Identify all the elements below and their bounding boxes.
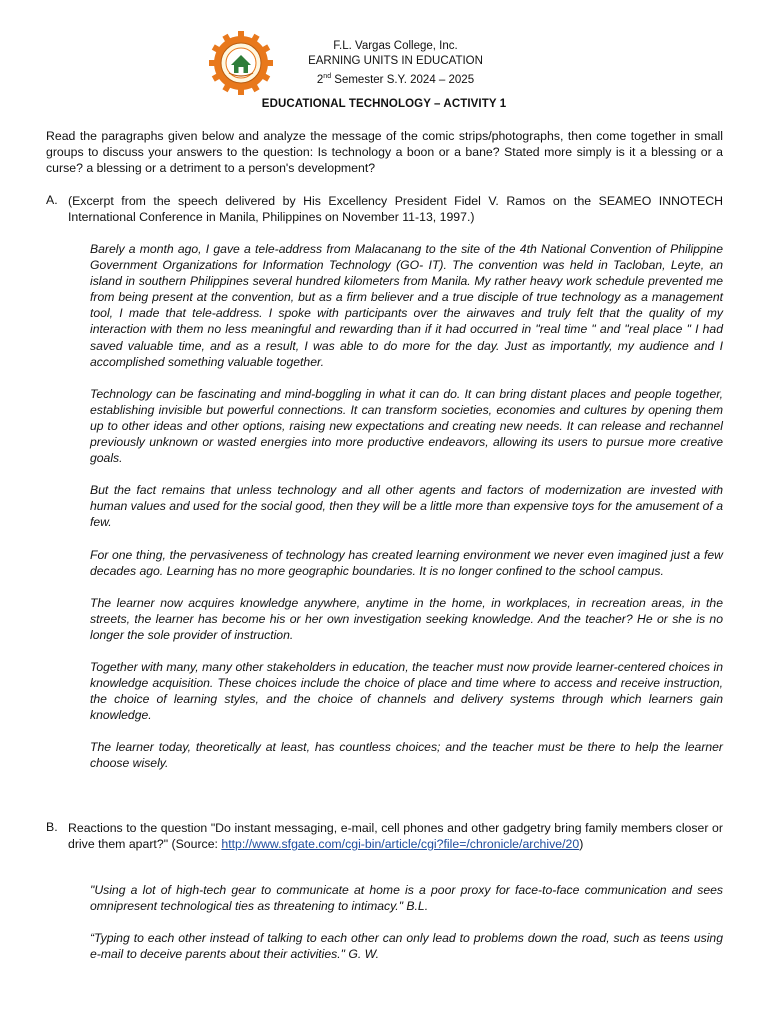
section-b-label: B.	[46, 820, 58, 834]
activity-title: EDUCATIONAL TECHNOLOGY – ACTIVITY 1	[261, 98, 507, 110]
section-a-text: (Excerpt from the speech delivered by His Excellency President Fidel V. Ramos on the SEAMEO INNOTECH International Conference in Manila, Philippines on November 11-13, 1997.)	[68, 194, 723, 225]
semester-number: 2	[316, 73, 324, 86]
semester-line	[288, 69, 503, 88]
intro-paragraph: Read the paragraphs given below and analyze the message of the comic strips/photographs, then come together in small groups to discuss your answers to the question: Is technology a boon or a bane? Stated more simply is it a blessing or a curse? a blessing or a detriment to a person's development?	[46, 129, 723, 176]
reactions-list	[90, 882, 723, 978]
excerpt-paragraph: The learner now acquires knowledge anywhere, anytime in the home, in workplaces, in recreation areas, in the streets, the learner has become his or her own investigation seeking knowledge. And the teacher? He or she is no longer the sole provider of instruction.	[90, 595, 723, 642]
source-link[interactable]: http://www.sfgate.com/cgi-bin/article/cgi?file=/chronicle/archive/20	[221, 837, 580, 852]
section-b-question: Reactions to the question "Do instant messaging, e-mail, cell phones and other gadgetry bring family members closer or drive them apart?" (Source:	[68, 821, 723, 852]
speech-excerpt	[90, 241, 723, 788]
program-name: EARNING UNITS IN EDUCATION	[308, 55, 483, 67]
excerpt-paragraph: The learner today, theoretically at least, has countless choices; and the teacher must be there to help the learner choose wisely.	[90, 740, 723, 771]
excerpt-paragraph: Technology can be fascinating and mind-boggling in what it can do. It can bring distant places and people together, establishing invisible but powerful connections. It can transform societies, economies and cultures by opening them up to other ideas and other options, raising new expectations and creating new needs. It can release and rechannel previously unknown or wasted energies into more productive endeavors, allowing its users to pursue more creative goals.	[90, 386, 723, 466]
semester-suffix: nd	[323, 73, 332, 80]
header-block	[288, 39, 503, 88]
section-a-label: A.	[46, 193, 58, 207]
excerpt-paragraph: Together with many, many other stakeholders in education, the teacher must now provide learner-centered choices in knowledge acquisition. These choices include the choice of place and time where to access and receive instruction, the choice of learning styles, and the choice of channels and delivery systems through which learners gain knowledge.	[90, 659, 723, 723]
excerpt-paragraph: But the fact remains that unless technology and all other agents and factors of modernization are invested with human values and used for the social good, then they will be a little more than expensive toys for the amusement of a few.	[90, 483, 723, 530]
reaction-quote: "Using a lot of high-tech gear to communicate at home is a poor proxy for face-to-face communication and sees omnipresent technological ties as threatening to intimacy." B.L.	[90, 883, 723, 914]
section-b-text	[68, 820, 723, 852]
semester-rest: Semester S.Y. 2024 – 2025	[331, 73, 475, 86]
college-name: F.L. Vargas College, Inc.	[333, 40, 458, 52]
excerpt-paragraph: For one thing, the pervasiveness of technology has created learning environment we never even imagined just a few decades ago. Learning has no more geographic boundaries. It is no longer confined to the school campus.	[90, 547, 723, 578]
excerpt-paragraph: Barely a month ago, I gave a tele-address from Malacanang to the site of the 4th National Convention of Philippine Government Organizations for Information Technology (GO- IT). The convention was held in Tacloban, Leyte, an island in southern Philippines several hundred kilometers from Manila. My rather heavy work schedule prevented me from being present at the convention, but as a firm believer and a true disciple of true technology as a management tool, I made that tele-address. I spoke with participants over the airwaves and truly felt that the quality of my interaction with them no less meaningful and rewarding than if it had occurred in "real time " and "real place " I had saved valuable time, and as a result, I was able to do more for the day. Just as importantly, my audience and I accomplished something valuable together.	[90, 242, 723, 369]
section-b-close: )	[579, 837, 584, 852]
reaction-quote: “Typing to each other instead of talking to each other can only lead to problems down the road, such as teens using e-mail to deceive parents about their activities." G. W.	[90, 931, 723, 962]
college-seal-logo	[209, 31, 273, 95]
